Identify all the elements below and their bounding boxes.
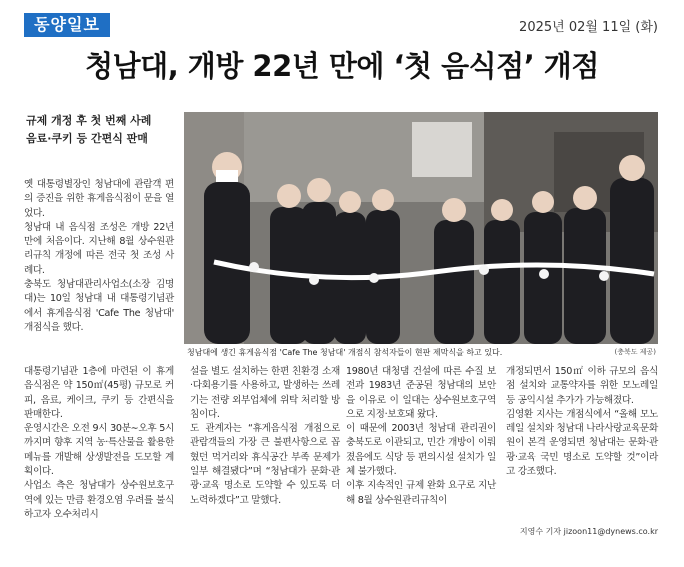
body-column-1-top bbox=[24, 178, 174, 335]
paragraph: 이 때문에 2003년 청남대 관리권이 충북도로 이관되고, 민간 개방이 이뤄졌음에도 식당 등 편의시설 설치가 일체 불가했다. bbox=[346, 423, 496, 478]
paragraph: 1980년 대청댐 건설에 따른 수질 보전과 1983년 준공된 청남대의 보안을 이유로 이 일대는 상수원보호구역으로 지정·보호돼 왔다. bbox=[346, 366, 496, 420]
newspaper-logo: 동양일보 bbox=[24, 13, 110, 37]
paragraph: 충북도 청남대관리사업소(소장 김명대)는 10일 청남대 내 대통령기념관에서 휴게음식점 'Cafe The 청남대' 개점식을 했다. bbox=[24, 279, 174, 333]
paragraph: 대통령기념관 1층에 마련된 이 휴게음식점은 약 150㎡(45평) 규모로 커피, 음료, 케이크, 쿠키 등 간편식을 판매한다. bbox=[24, 366, 174, 420]
paragraph: 김영환 지사는 개점식에서 “올해 모노레일 설치와 청남대 나라사랑교육문화원이 본격 운영되면 청남대는 문화·관광·교육 국민 명소로 도약할 것”이라고 강조했다. bbox=[506, 408, 658, 478]
paragraph: 청남대 내 음식점 조성은 개방 22년 만에 처음이다. 지난해 8월 상수원관리규칙 개정에 따른 전국 첫 조성 사례다. bbox=[24, 221, 174, 276]
paragraph: 이후 지속적인 규제 완화 요구로 지난해 8월 상수원관리규칙이 bbox=[346, 480, 496, 506]
paragraph: 운영시간은 오전 9시 30분∼오후 5시까지며 향후 지역 농·특산물을 활용한 메뉴를 개발해 상생발전을 도모할 계획이다. bbox=[24, 423, 174, 478]
article-headline: 청남대, 개방 22년 만에 ‘첫 음식점’ 개점 bbox=[85, 49, 599, 83]
paragraph: 사업소 측은 청남대가 상수원보호구역에 있는 만큼 환경오염 우려를 불식하고자 오수처리시 bbox=[24, 480, 174, 520]
paragraph: 옛 대통령별장인 청남대에 관람객 편의 증진을 위한 휴게음식점이 문을 열었다. bbox=[24, 179, 174, 219]
paragraph: 도 관계자는 “휴게음식점 개점으로 관람객들의 가장 큰 불편사항으로 꼽혔던 먹거리와 휴식공간 부족 문제가 일부 해결됐다”며 “청남대가 문화·관광·교육 명소로 도약할 수 있도록 더 노력하겠다”고 말했다. bbox=[190, 423, 340, 506]
body-column-2 bbox=[190, 365, 340, 508]
publication-date: 2025년 02월 11일 (화) bbox=[519, 20, 658, 35]
article-photo bbox=[184, 112, 658, 344]
subheadline-line-1: 규제 개정 후 첫 번째 사례 bbox=[26, 114, 152, 127]
article-subheadline bbox=[26, 112, 176, 148]
reporter-byline: 지영수 기자 jizoon11@dynews.co.kr bbox=[519, 527, 658, 536]
ceremony-photo-illustration bbox=[184, 112, 658, 344]
photo-caption: 청남대에 생긴 휴게음식점 'Cafe The 청남대' 개점식 참석자들이 현판 제막식을 하고 있다. bbox=[187, 348, 503, 357]
body-column-4 bbox=[506, 365, 658, 479]
paragraph: 설을 별도 설치하는 한편 친환경 소재·다회용기를 사용하고, 발생하는 쓰레기는 전량 외부업체에 위탁 처리할 방침이다. bbox=[190, 366, 340, 420]
paragraph: 개정되면서 150㎡ 이하 규모의 음식점 설치와 교통약자를 위한 모노레일 등 공익시설 추가가 가능해졌다. bbox=[506, 366, 658, 406]
photo-credit: (충북도 제공) bbox=[614, 348, 656, 356]
body-column-1-bottom bbox=[24, 365, 174, 522]
photo-caption-bar bbox=[184, 345, 658, 359]
subheadline-line-2: 음료·쿠키 등 간편식 판매 bbox=[26, 132, 148, 145]
body-column-3 bbox=[346, 365, 496, 508]
